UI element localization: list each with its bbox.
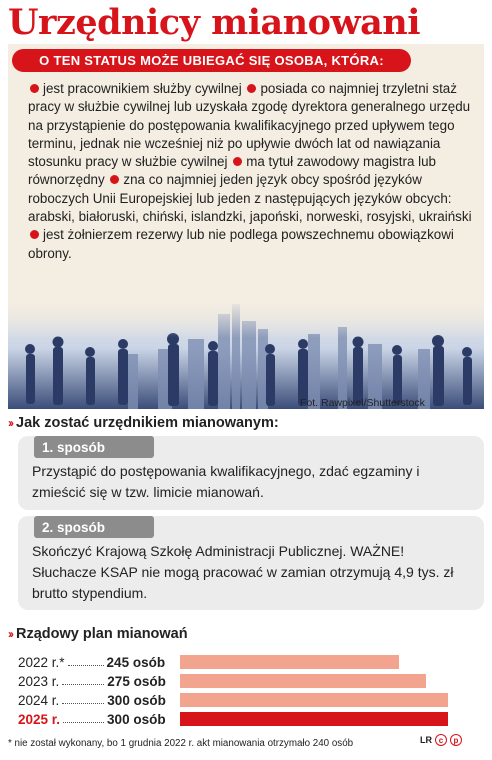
requirement-item: jest żołnierzem rezerwy lub nie podlega powszechnemu obowiązkowi obrony.	[28, 227, 454, 261]
plan-bar	[180, 655, 399, 669]
plan-bar	[180, 712, 448, 726]
plan-bar	[180, 693, 448, 707]
requirement-item: zna co najmniej jeden język obcy spośród języków roboczych Unii Europejskiej lub jeden z następujących języków obcych: arabski, białoruski, chiński, islandzki, japoński, norweski, rosyjski, ukraiński	[28, 172, 472, 225]
requirement-item: jest pracownikiem służby cywilnej	[43, 81, 242, 96]
plan-leader-dots	[62, 703, 104, 704]
way-text: Przystąpić do postępowania kwalifikacyjnego, zdać egzaminy i zmieścić się w tzw. limicie mianowań.	[32, 463, 420, 500]
way-label: 2. sposób	[34, 516, 154, 538]
way-text: Skończyć Krajową Szkołę Administracji Publicznej. WAŻNE! Słuchacze KSAP nie mogą pracować w zamian otrzymują 4,9 tys. zł brutto stypendium.	[32, 543, 454, 601]
status-panel	[8, 44, 484, 409]
plan-leader-dots	[62, 684, 104, 685]
way-label: 1. sposób	[34, 436, 154, 458]
page-title: Urzędnicy mianowani	[8, 2, 421, 43]
plan-year: 2025 r.	[18, 711, 61, 727]
requirement-item: ma tytuł zawodowy magistra lub równorzędny	[28, 154, 436, 188]
plan-heading	[8, 626, 188, 642]
plan-value: 275 osób	[107, 673, 166, 689]
plan-year: 2024 r.	[18, 692, 60, 708]
bullet-dot-icon	[30, 84, 39, 93]
footnote: * nie został wykonany, bo 1 grudnia 2022 r. akt mianowania otrzymało 240 osób	[8, 738, 354, 749]
plan-bar	[180, 674, 426, 688]
double-chevron-icon: ››	[8, 627, 12, 641]
plan-value: 300 osób	[107, 711, 166, 727]
way-card-1	[18, 436, 484, 510]
plan-value: 300 osób	[107, 692, 166, 708]
how-heading	[8, 415, 279, 431]
publisher-logo	[420, 734, 462, 746]
plan-year: 2022 r.*	[18, 654, 65, 670]
plan-leader-dots	[63, 722, 104, 723]
double-chevron-icon: ››	[8, 416, 12, 430]
status-banner: O TEN STATUS MOŻE UBIEGAĆ SIĘ OSOBA, KTÓRA:	[12, 49, 411, 72]
status-requirements	[28, 80, 473, 263]
how-heading-text: Jak zostać urzędnikiem mianowanym:	[16, 415, 279, 431]
way-card-2	[18, 516, 484, 610]
plan-value: 245 osób	[106, 654, 166, 670]
copyright-icon: c	[435, 734, 447, 746]
plan-leader-dots	[68, 665, 104, 666]
requirement-item: posiada co najmniej trzyletni staż pracy w służbie cywilnej lub uzyskała zgodę dyrektora generalnego urzędu na przystąpienie do postępowania kwalifikacyjnego przed upływem tego terminu, jednak nie wcześniej niż po upływie dwóch lat od nawiązania stosunku pracy w służbie cywilnej	[28, 81, 471, 170]
photo-credit: Fot. Rawpixel/Shutterstock	[300, 397, 425, 409]
logo-initials: LR	[420, 735, 432, 745]
plan-year: 2023 r.	[18, 673, 60, 689]
bullet-dot-icon	[247, 84, 256, 93]
bullet-dot-icon	[233, 157, 242, 166]
publisher-p-icon: p	[450, 734, 462, 746]
bullet-dot-icon	[110, 175, 119, 184]
plan-heading-text: Rządowy plan mianowań	[16, 626, 188, 642]
city-commuters-photo	[8, 299, 484, 409]
bullet-dot-icon	[30, 230, 39, 239]
